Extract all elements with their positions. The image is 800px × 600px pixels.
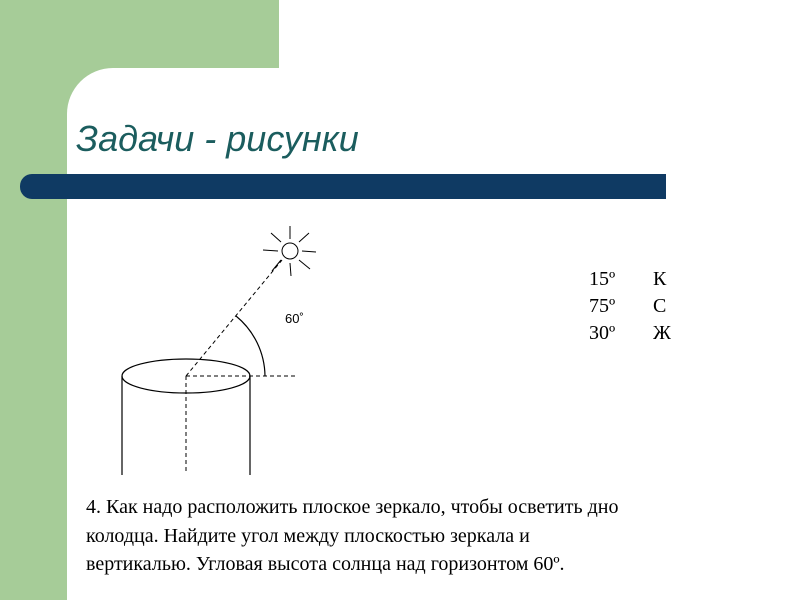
sun-ray-dashed-line <box>186 260 282 376</box>
answer-row <box>589 322 699 349</box>
sun-icon <box>263 226 316 276</box>
answer-letter: Ж <box>653 322 671 344</box>
answer-letter: К <box>653 268 667 290</box>
answer-options <box>589 268 699 368</box>
slide-title: Задачи - рисунки <box>76 118 359 159</box>
problem-line: 4. Как надо расположить плоское зеркало, чтобы осветить дно <box>86 496 619 518</box>
answer-angle: 30º <box>589 322 616 344</box>
problem-line: вертикалью. Угловая высота солнца над горизонтом 60º. <box>86 553 565 575</box>
title-underline-bar <box>20 174 666 199</box>
answer-angle: 75º <box>589 295 616 317</box>
answer-row <box>589 268 699 295</box>
answer-row <box>589 295 699 322</box>
problem-line: колодца. Найдите угол между плоскостью зеркала и <box>86 524 530 547</box>
angle-label: 60˚ <box>285 311 304 326</box>
well-sun-diagram <box>100 220 340 480</box>
answer-angle: 15º <box>589 268 616 290</box>
answer-letter: С <box>653 295 667 317</box>
problem-text <box>86 493 798 579</box>
